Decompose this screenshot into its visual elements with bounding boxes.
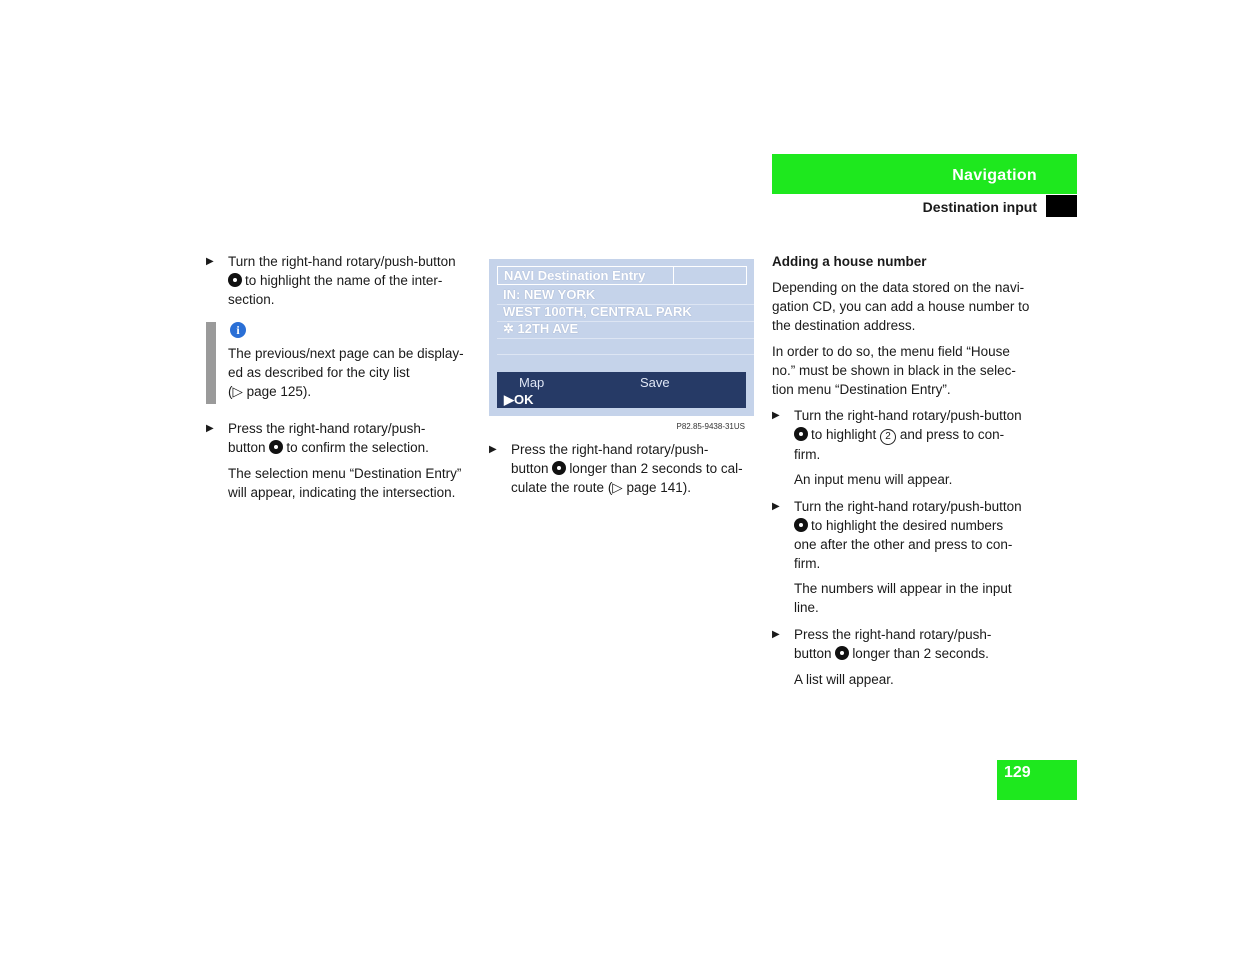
menu-ok[interactable] (504, 392, 534, 408)
text-line: section. (228, 292, 275, 307)
text-line: no.” must be shown in black in the selec- (772, 363, 1016, 378)
col3-result1 (794, 470, 1049, 489)
col3-content (772, 252, 1047, 399)
text-line: gation CD, you can add a house number to (772, 299, 1030, 314)
bullet-icon: ▶ (772, 410, 780, 421)
bullet-icon: ▶ (772, 629, 780, 640)
rotary-knob-icon (269, 440, 283, 454)
screen-menu-panel (497, 372, 746, 408)
info-icon: i (230, 322, 246, 338)
note-bar (206, 322, 216, 404)
screen-city: IN: NEW YORK (503, 287, 596, 302)
screen-street: WEST 100TH, CENTRAL PARK (503, 304, 692, 319)
page-number-box (997, 760, 1077, 800)
text-line: the destination address. (772, 318, 916, 333)
col1-step2 (206, 419, 481, 457)
text-line: (▷ page 125). (228, 384, 312, 399)
text-line: Press the right-hand rotary/push- (228, 421, 426, 436)
text-line: Press the right-hand rotary/push- (794, 627, 992, 642)
text-line: ed as described for the city list (228, 365, 410, 380)
text-line: A list will appear. (794, 672, 894, 687)
text-line: Turn the right-hand rotary/push-button (794, 408, 1022, 423)
col1-step1 (206, 252, 481, 309)
subsection-marker (1046, 195, 1077, 217)
text-line: The numbers will appear in the input (794, 581, 1012, 596)
menu-ok-label: OK (514, 392, 534, 407)
text-line: to highlight the desired numbers (811, 518, 1004, 533)
text-line: The selection menu “Destination Entry” (228, 466, 462, 481)
col3-step2 (772, 497, 1047, 573)
navi-screen (489, 259, 754, 416)
text-line: Turn the right-hand rotary/push-button (228, 254, 456, 269)
rotary-knob-icon (794, 518, 808, 532)
menu-map[interactable]: Map (519, 375, 545, 390)
text-line: to highlight (811, 427, 877, 442)
image-caption: P82.85-9438-31US (676, 422, 745, 431)
menu-save[interactable]: Save (640, 375, 670, 390)
text-line: tion menu “Destination Entry”. (772, 382, 951, 397)
text-line: and press to con- (899, 427, 1005, 442)
text-line: one after the other and press to con- (794, 537, 1013, 552)
col3-result2 (794, 579, 1049, 617)
col3-result3 (794, 670, 1049, 689)
text-line: longer than 2 seconds. (852, 646, 989, 661)
selection-arrow-icon: ▶ (504, 392, 514, 407)
divider (497, 338, 754, 339)
text-line: to highlight the name of the inter- (245, 273, 443, 288)
text-line: longer than 2 seconds to cal- (569, 461, 743, 476)
screen-intersection (503, 321, 578, 337)
screen-title: NAVI Destination Entry (504, 268, 646, 283)
intersection-label: 12TH AVE (517, 321, 579, 336)
bullet-icon: ▶ (206, 423, 214, 434)
bullet-icon: ▶ (772, 501, 780, 512)
subsection-title: Destination input (922, 199, 1037, 215)
intersection-icon: ✲ (503, 321, 514, 336)
text-line: firm. (794, 447, 821, 462)
rotary-knob-icon (228, 273, 242, 287)
screen-title-box (497, 266, 747, 285)
text-line: button (511, 461, 549, 476)
col3-step1 (772, 406, 1047, 464)
divider (673, 267, 674, 284)
bullet-icon: ▶ (489, 444, 497, 455)
rotary-knob-icon (835, 646, 849, 660)
text-line: button (228, 440, 266, 455)
text-line: culate the route (▷ page 141). (511, 480, 691, 495)
note-text (228, 344, 488, 401)
text-line: Turn the right-hand rotary/push-button (794, 499, 1022, 514)
rotary-knob-icon (794, 427, 808, 441)
text-line: firm. (794, 556, 821, 571)
text-line: button (794, 646, 832, 661)
text-line: Depending on the data stored on the navi- (772, 280, 1025, 295)
text-line: The previous/next page can be display- (228, 346, 464, 361)
text-line: An input menu will appear. (794, 472, 953, 487)
section-title: Navigation (952, 167, 1037, 184)
bullet-icon: ▶ (206, 256, 214, 267)
col3-step3 (772, 625, 1047, 663)
text-line: In order to do so, the menu field “House (772, 344, 1010, 359)
text-line: Press the right-hand rotary/push- (511, 442, 709, 457)
divider (497, 354, 754, 355)
circled-number-icon: 2 (880, 429, 896, 445)
page-number: 129 (1004, 764, 1031, 781)
text-line: line. (794, 600, 819, 615)
rotary-knob-icon (552, 461, 566, 475)
col1-result (228, 464, 488, 502)
col2-step (489, 440, 759, 497)
text-line: will appear, indicating the intersection. (228, 485, 456, 500)
section-header-bar (772, 154, 1077, 194)
text-line: to confirm the selection. (286, 440, 429, 455)
section-heading: Adding a house number (772, 254, 927, 269)
